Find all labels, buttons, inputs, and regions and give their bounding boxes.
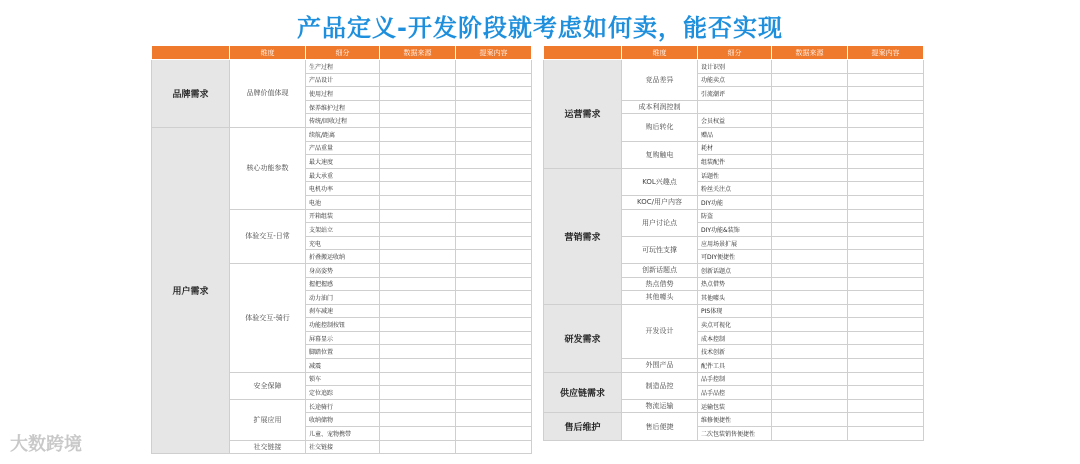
data-source-cell[interactable] — [772, 100, 848, 114]
proposal-cell[interactable] — [848, 114, 924, 128]
data-source-cell[interactable] — [380, 127, 456, 141]
header-cell: 提案内容 — [848, 46, 924, 60]
detail-cell: 功能卖点 — [698, 73, 772, 87]
proposal-cell[interactable] — [456, 386, 532, 400]
category-cell: 供应链需求 — [544, 372, 622, 413]
proposal-cell[interactable] — [848, 386, 924, 400]
detail-cell: 成本控制 — [698, 331, 772, 345]
header-cell: 提案内容 — [456, 46, 532, 60]
detail-cell: 生产过程 — [306, 60, 380, 74]
data-source-cell[interactable] — [380, 372, 456, 386]
detail-cell: 可DIY便捷性 — [698, 250, 772, 264]
data-source-cell[interactable] — [772, 73, 848, 87]
detail-cell: 引流潮评 — [698, 87, 772, 101]
detail-cell: 维修便捷性 — [698, 413, 772, 427]
table-row — [152, 60, 532, 74]
data-source-cell[interactable] — [772, 386, 848, 400]
proposal-cell[interactable] — [456, 331, 532, 345]
detail-cell — [698, 100, 772, 114]
dimension-cell: 安全保障 — [230, 372, 306, 399]
detail-cell: 刹车减速 — [306, 304, 380, 318]
proposal-cell[interactable] — [848, 73, 924, 87]
header-cell: 细分 — [698, 46, 772, 60]
proposal-cell[interactable] — [456, 60, 532, 74]
detail-cell: 功能控制按钮 — [306, 318, 380, 332]
data-source-cell[interactable] — [380, 114, 456, 128]
header-cell — [544, 46, 622, 60]
detail-cell: 应用场景扩展 — [698, 236, 772, 250]
data-source-cell[interactable] — [772, 155, 848, 169]
proposal-cell[interactable] — [456, 236, 532, 250]
detail-cell: 品手品控 — [698, 386, 772, 400]
detail-cell: 组装配件 — [698, 155, 772, 169]
data-source-cell[interactable] — [772, 87, 848, 101]
dimension-cell: 竞品差异 — [622, 60, 698, 101]
detail-cell: 保养维护过程 — [306, 100, 380, 114]
proposal-cell[interactable] — [456, 359, 532, 373]
dimension-cell: 开发设计 — [622, 304, 698, 358]
table-header-row — [152, 46, 532, 60]
dimension-cell: 复购触电 — [622, 141, 698, 168]
proposal-cell[interactable] — [456, 114, 532, 128]
dimension-cell: 制造品控 — [622, 372, 698, 399]
proposal-cell[interactable] — [848, 87, 924, 101]
category-cell: 营销需求 — [544, 168, 622, 304]
proposal-cell[interactable] — [848, 372, 924, 386]
proposal-cell[interactable] — [848, 209, 924, 223]
detail-cell: 身高姿势 — [306, 263, 380, 277]
category-cell: 用户需求 — [152, 127, 230, 453]
dimension-cell: 售后便捷 — [622, 413, 698, 440]
proposal-cell[interactable] — [848, 127, 924, 141]
data-source-cell[interactable] — [380, 73, 456, 87]
detail-cell: DIY功能&装饰 — [698, 223, 772, 237]
table-row — [544, 304, 924, 318]
data-source-cell[interactable] — [380, 209, 456, 223]
proposal-cell[interactable] — [456, 73, 532, 87]
table-row — [544, 372, 924, 386]
data-source-cell[interactable] — [772, 345, 848, 359]
proposal-cell[interactable] — [848, 345, 924, 359]
proposal-cell[interactable] — [848, 223, 924, 237]
proposal-cell[interactable] — [456, 195, 532, 209]
dimension-cell: 成本利润控制 — [622, 100, 698, 114]
detail-cell: 配件工具 — [698, 359, 772, 373]
data-source-cell[interactable] — [772, 359, 848, 373]
data-source-cell[interactable] — [772, 236, 848, 250]
proposal-cell[interactable] — [848, 331, 924, 345]
detail-cell: 耗材 — [698, 141, 772, 155]
data-source-cell[interactable] — [380, 386, 456, 400]
proposal-cell[interactable] — [848, 318, 924, 332]
proposal-cell[interactable] — [848, 427, 924, 441]
proposal-cell[interactable] — [456, 223, 532, 237]
proposal-cell[interactable] — [456, 427, 532, 441]
page-title: 产品定义-开发阶段就考虑如何卖，能否实现 — [297, 14, 783, 42]
data-source-cell[interactable] — [772, 372, 848, 386]
dimension-cell: 其他噱头 — [622, 291, 698, 305]
data-source-cell[interactable] — [380, 318, 456, 332]
dimension-cell: 可玩性支撑 — [622, 236, 698, 263]
data-source-cell[interactable] — [772, 141, 848, 155]
category-cell: 运营需求 — [544, 60, 622, 169]
header-cell: 维度 — [622, 46, 698, 60]
header-cell: 维度 — [230, 46, 306, 60]
data-source-cell[interactable] — [380, 100, 456, 114]
table-row — [152, 127, 532, 141]
data-source-cell[interactable] — [772, 223, 848, 237]
dimension-cell: 外围产品 — [622, 359, 698, 373]
data-source-cell[interactable] — [380, 168, 456, 182]
proposal-cell[interactable] — [848, 60, 924, 74]
proposal-cell[interactable] — [456, 168, 532, 182]
table-row — [544, 60, 924, 74]
detail-cell: 动力油门 — [306, 291, 380, 305]
detail-cell: 开箱组装 — [306, 209, 380, 223]
data-source-cell[interactable] — [772, 399, 848, 413]
dimension-cell: KOL兴趣点 — [622, 168, 698, 195]
dimension-cell: 核心功能参数 — [230, 127, 306, 209]
proposal-cell[interactable] — [456, 399, 532, 413]
proposal-cell[interactable] — [848, 304, 924, 318]
data-source-cell[interactable] — [380, 427, 456, 441]
category-cell: 品牌需求 — [152, 60, 230, 128]
proposal-cell[interactable] — [848, 168, 924, 182]
left-requirements-table — [151, 45, 532, 454]
detail-cell: 技术创新 — [698, 345, 772, 359]
proposal-cell[interactable] — [456, 304, 532, 318]
header-cell: 数据来源 — [772, 46, 848, 60]
detail-cell: 产品设计 — [306, 73, 380, 87]
data-source-cell[interactable] — [380, 277, 456, 291]
data-source-cell[interactable] — [772, 263, 848, 277]
header-cell: 数据来源 — [380, 46, 456, 60]
proposal-cell[interactable] — [456, 87, 532, 101]
detail-cell: 热点借势 — [698, 277, 772, 291]
dimension-cell: 用户讨论点 — [622, 209, 698, 236]
data-source-cell[interactable] — [380, 236, 456, 250]
data-source-cell[interactable] — [772, 195, 848, 209]
data-source-cell[interactable] — [380, 263, 456, 277]
proposal-cell[interactable] — [456, 209, 532, 223]
right-requirements-table — [543, 45, 924, 441]
data-source-cell[interactable] — [380, 399, 456, 413]
table-row — [544, 413, 924, 427]
watermark-logo: 大数跨境 — [10, 434, 82, 455]
dimension-cell: 物流运输 — [622, 399, 698, 413]
data-source-cell[interactable] — [380, 359, 456, 373]
data-source-cell[interactable] — [772, 209, 848, 223]
dimension-cell: 创新话题点 — [622, 263, 698, 277]
data-source-cell[interactable] — [772, 304, 848, 318]
dimension-cell: 热点借势 — [622, 277, 698, 291]
proposal-cell[interactable] — [456, 413, 532, 427]
detail-cell: 卖点可视化 — [698, 318, 772, 332]
proposal-cell[interactable] — [456, 100, 532, 114]
proposal-cell[interactable] — [456, 277, 532, 291]
detail-cell: 会员权益 — [698, 114, 772, 128]
proposal-cell[interactable] — [456, 291, 532, 305]
detail-cell: 运输包装 — [698, 399, 772, 413]
category-cell: 售后维护 — [544, 413, 622, 440]
detail-cell: 收纳储物 — [306, 413, 380, 427]
data-source-cell[interactable] — [380, 141, 456, 155]
proposal-cell[interactable] — [848, 141, 924, 155]
proposal-cell[interactable] — [848, 413, 924, 427]
dimension-cell: KOC/用户内容 — [622, 195, 698, 209]
proposal-cell[interactable] — [456, 127, 532, 141]
data-source-cell[interactable] — [380, 60, 456, 74]
header-cell — [152, 46, 230, 60]
proposal-cell[interactable] — [456, 345, 532, 359]
detail-cell: 创新话题点 — [698, 263, 772, 277]
detail-cell: 续航/距离 — [306, 127, 380, 141]
dimension-cell: 购后转化 — [622, 114, 698, 141]
detail-cell: 脚踏位置 — [306, 345, 380, 359]
data-source-cell[interactable] — [380, 304, 456, 318]
table-header-row — [544, 46, 924, 60]
data-source-cell[interactable] — [772, 277, 848, 291]
detail-cell: DIY功能 — [698, 195, 772, 209]
data-source-cell[interactable] — [380, 155, 456, 169]
dimension-cell: 扩展应用 — [230, 399, 306, 440]
detail-cell: 支架站立 — [306, 223, 380, 237]
header-cell: 细分 — [306, 46, 380, 60]
detail-cell: 减震 — [306, 359, 380, 373]
proposal-cell[interactable] — [848, 155, 924, 169]
detail-cell: 传统/回收过程 — [306, 114, 380, 128]
data-source-cell[interactable] — [772, 331, 848, 345]
data-source-cell[interactable] — [380, 182, 456, 196]
proposal-cell[interactable] — [456, 372, 532, 386]
dimension-cell: 体验交互-骑行 — [230, 263, 306, 372]
data-source-cell[interactable] — [380, 345, 456, 359]
detail-cell: 其他噱头 — [698, 291, 772, 305]
data-source-cell[interactable] — [380, 223, 456, 237]
proposal-cell[interactable] — [848, 277, 924, 291]
proposal-cell[interactable] — [456, 141, 532, 155]
proposal-cell[interactable] — [848, 263, 924, 277]
data-source-cell[interactable] — [380, 250, 456, 264]
dimension-cell: 品牌价值体现 — [230, 60, 306, 128]
table-row — [544, 168, 924, 182]
data-source-cell[interactable] — [772, 182, 848, 196]
dimension-cell: 社交链接 — [230, 440, 306, 454]
detail-cell: 电池 — [306, 195, 380, 209]
detail-cell: 折叠搬运收纳 — [306, 250, 380, 264]
detail-cell: 屏幕显示 — [306, 331, 380, 345]
data-source-cell[interactable] — [772, 318, 848, 332]
dimension-cell: 体验交互-日常 — [230, 209, 306, 263]
detail-cell: 长途骑行 — [306, 399, 380, 413]
detail-cell: 锁车 — [306, 372, 380, 386]
detail-cell: 电机功率 — [306, 182, 380, 196]
proposal-cell[interactable] — [848, 182, 924, 196]
detail-cell: 儿童、宠物携带 — [306, 427, 380, 441]
proposal-cell[interactable] — [456, 250, 532, 264]
proposal-cell[interactable] — [848, 250, 924, 264]
data-source-cell[interactable] — [772, 168, 848, 182]
detail-cell: 防盗 — [698, 209, 772, 223]
proposal-cell[interactable] — [456, 318, 532, 332]
data-source-cell[interactable] — [380, 87, 456, 101]
data-source-cell[interactable] — [772, 291, 848, 305]
proposal-cell[interactable] — [848, 195, 924, 209]
detail-cell: 最大承重 — [306, 168, 380, 182]
detail-cell: 充电 — [306, 236, 380, 250]
detail-cell: 定位追踪 — [306, 386, 380, 400]
detail-cell: 握把握感 — [306, 277, 380, 291]
data-source-cell[interactable] — [380, 331, 456, 345]
detail-cell: 最大速度 — [306, 155, 380, 169]
proposal-cell[interactable] — [848, 359, 924, 373]
detail-cell: 社交链接 — [306, 440, 380, 454]
proposal-cell[interactable] — [456, 440, 532, 454]
detail-cell: 粉丝关注点 — [698, 182, 772, 196]
data-source-cell[interactable] — [772, 60, 848, 74]
detail-cell: 品手控制 — [698, 372, 772, 386]
data-source-cell[interactable] — [380, 440, 456, 454]
proposal-cell[interactable] — [456, 182, 532, 196]
detail-cell: 使用过程 — [306, 87, 380, 101]
detail-cell: 话题性 — [698, 168, 772, 182]
proposal-cell[interactable] — [456, 263, 532, 277]
proposal-cell[interactable] — [848, 236, 924, 250]
detail-cell: 二次包装销售便捷性 — [698, 427, 772, 441]
data-source-cell[interactable] — [772, 427, 848, 441]
data-source-cell[interactable] — [772, 413, 848, 427]
category-cell: 研发需求 — [544, 304, 622, 372]
data-source-cell[interactable] — [380, 195, 456, 209]
proposal-cell[interactable] — [848, 399, 924, 413]
proposal-cell[interactable] — [848, 291, 924, 305]
detail-cell: PIS体现 — [698, 304, 772, 318]
detail-cell: 设计识别 — [698, 60, 772, 74]
data-source-cell[interactable] — [772, 114, 848, 128]
data-source-cell[interactable] — [772, 127, 848, 141]
data-source-cell[interactable] — [772, 250, 848, 264]
proposal-cell[interactable] — [456, 155, 532, 169]
data-source-cell[interactable] — [380, 291, 456, 305]
proposal-cell[interactable] — [848, 100, 924, 114]
detail-cell: 产品重量 — [306, 141, 380, 155]
detail-cell: 赠品 — [698, 127, 772, 141]
data-source-cell[interactable] — [380, 413, 456, 427]
